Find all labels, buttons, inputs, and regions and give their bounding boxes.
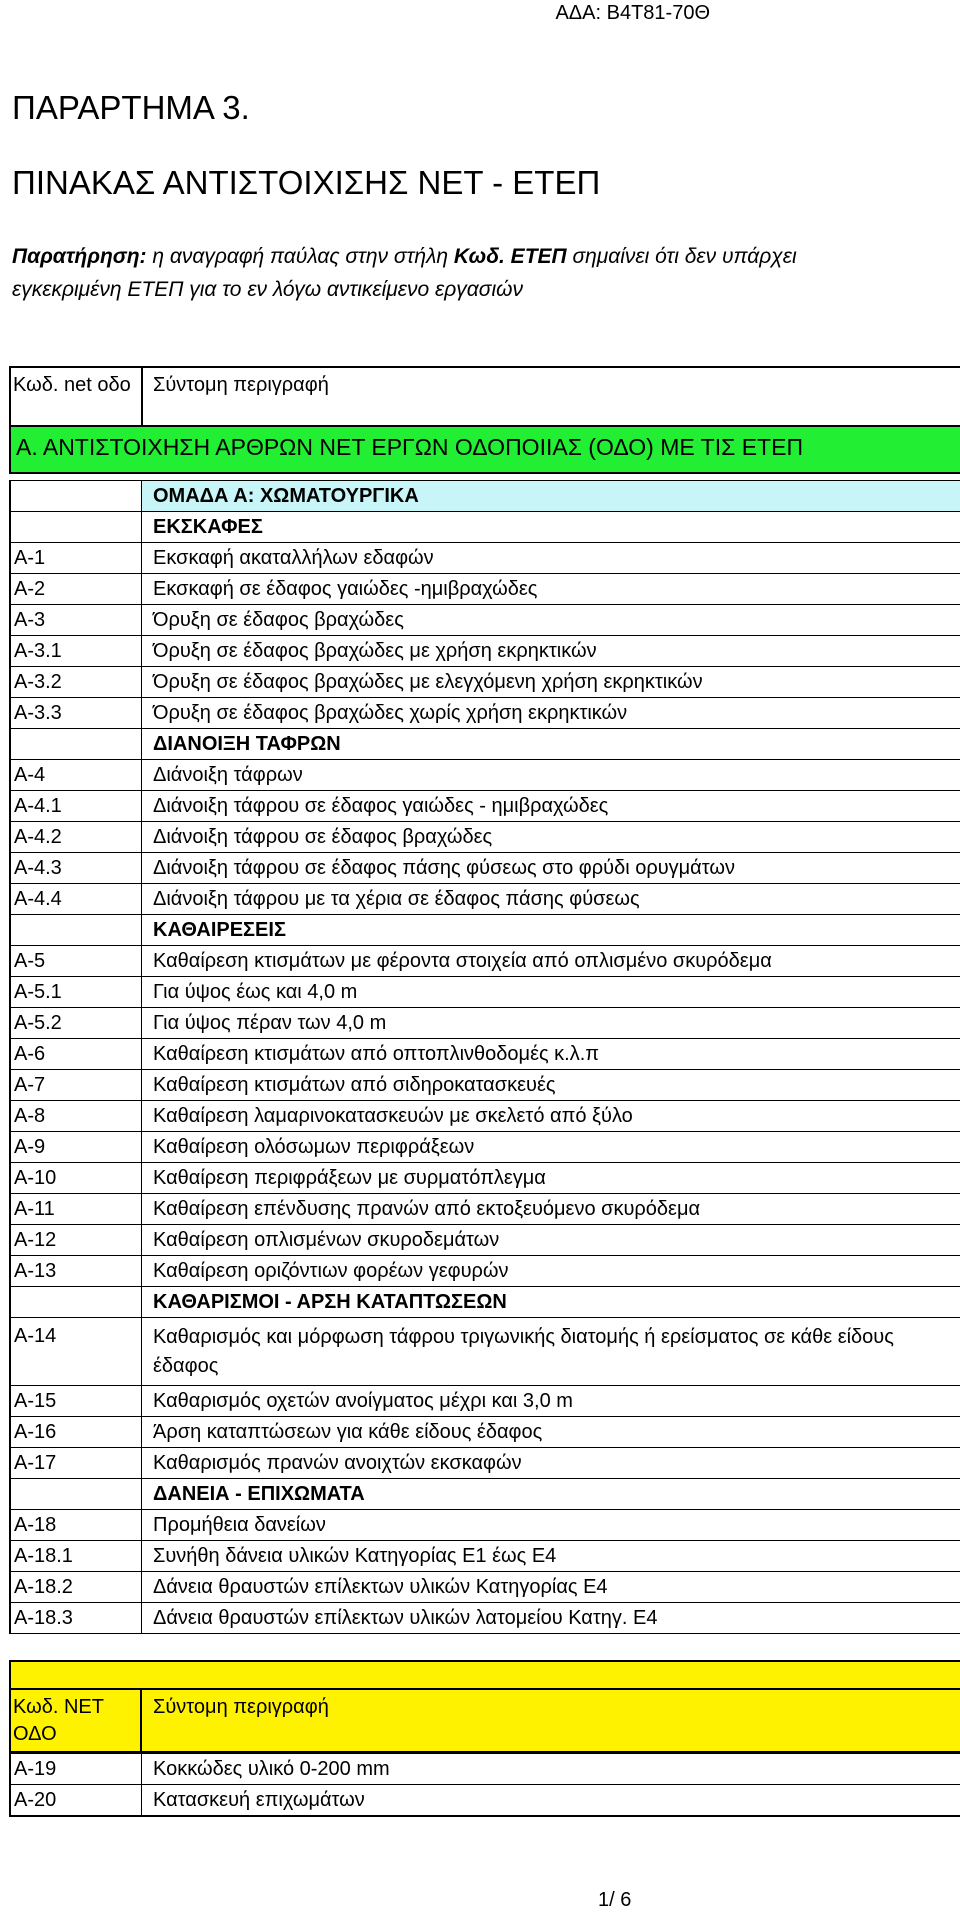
table-row <box>10 791 960 822</box>
item-code: Α-2 <box>10 574 142 605</box>
item-description: Διάνοιξη τάφρου σε έδαφος πάσης φύσεως στο φρύδι ορυγμάτων <box>142 853 960 884</box>
item-code <box>10 915 142 946</box>
ada-code: ΑΔΑ: Β4Τ81-70Θ <box>555 2 710 24</box>
item-description: Καθαίρεση περιφράξεων με συρματόπλεγμα <box>142 1163 960 1194</box>
table-row <box>10 1754 960 1785</box>
page-number: 1/ 6 <box>598 1889 632 1911</box>
table-row <box>10 1572 960 1603</box>
table-row <box>10 481 960 512</box>
table-row <box>10 1510 960 1541</box>
item-code: Α-18.3 <box>10 1603 142 1634</box>
table-row <box>10 1225 960 1256</box>
group-heading: ΔΙΑΝΟΙΞΗ ΤΑΦΡΩΝ <box>142 729 960 760</box>
table-header <box>9 366 960 427</box>
table-row <box>10 1448 960 1479</box>
table-row <box>10 915 960 946</box>
table-row <box>10 1785 960 1817</box>
table-row <box>10 1070 960 1101</box>
item-description: Καθαίρεση κτισμάτων από σιδηροκατασκευές <box>142 1070 960 1101</box>
item-code: Α-4.4 <box>10 884 142 915</box>
table-row <box>10 1386 960 1417</box>
correspondence-table-body <box>10 481 960 1634</box>
remark-note <box>12 240 892 306</box>
item-description: Όρυξη σε έδαφος βραχώδες <box>142 605 960 636</box>
item-description: Προμήθεια δανείων <box>142 1510 960 1541</box>
table-title: ΠΙΝΑΚΑΣ ΑΝΤΙΣΤΟΙΧΙΣΗΣ ΝΕΤ - ΕΤΕΠ <box>12 164 601 201</box>
item-description: Διάνοιξη τάφρου με τα χέρια σε έδαφος πάσης φύσεως <box>142 884 960 915</box>
item-code: Α-1 <box>10 543 142 574</box>
group-heading: ΔΑΝΕΙΑ - ΕΠΙΧΩΜΑΤΑ <box>142 1479 960 1510</box>
group-heading: ΕΚΣΚΑΦΕΣ <box>142 512 960 543</box>
table-row <box>10 574 960 605</box>
header-divider-repeat <box>140 1690 142 1751</box>
remark-bold-term: Κωδ. ΕΤΕΠ <box>453 245 567 268</box>
table-row <box>10 636 960 667</box>
item-description: Καθαίρεση ολόσωμων περιφράξεων <box>142 1132 960 1163</box>
table-row <box>10 605 960 636</box>
group-heading: ΚΑΘΑΡΙΣΜΟΙ - ΑΡΣΗ ΚΑΤΑΠΤΩΣΕΩΝ <box>142 1287 960 1318</box>
table-row <box>10 1417 960 1448</box>
item-code <box>10 512 142 543</box>
item-code: Α-5 <box>10 946 142 977</box>
item-code: Α-17 <box>10 1448 142 1479</box>
item-description: Όρυξη σε έδαφος βραχώδες με χρήση εκρηκτικών <box>142 636 960 667</box>
table-row <box>10 698 960 729</box>
item-code: Α-9 <box>10 1132 142 1163</box>
item-description: Καθαίρεση κτισμάτων με φέροντα στοιχεία από οπλισμένο σκυρόδεμα <box>142 946 960 977</box>
table-row <box>10 1101 960 1132</box>
item-code: Α-16 <box>10 1417 142 1448</box>
table-row <box>10 512 960 543</box>
item-code: Α-18.1 <box>10 1541 142 1572</box>
item-description: Κατασκευή επιχωμάτων <box>142 1785 960 1817</box>
item-description: Καθαίρεση επένδυσης πρανών από εκτοξευόμενο σκυρόδεμα <box>142 1194 960 1225</box>
item-code: Α-10 <box>10 1163 142 1194</box>
item-code: Α-8 <box>10 1101 142 1132</box>
item-description: Καθαίρεση λαμαρινοκατασκευών με σκελετό από ξύλο <box>142 1101 960 1132</box>
remark-text-1: η αναγραφή παύλας στην στήλη <box>146 245 454 268</box>
item-code: Α-5.2 <box>10 1008 142 1039</box>
item-code: Α-18 <box>10 1510 142 1541</box>
item-code: Α-3.3 <box>10 698 142 729</box>
item-code: Α-15 <box>10 1386 142 1417</box>
item-description: Καθαίρεση οπλισμένων σκυροδεμάτων <box>142 1225 960 1256</box>
table-row <box>10 729 960 760</box>
item-code: Α-4.1 <box>10 791 142 822</box>
item-description: Καθαίρεση οριζόντιων φορέων γεφυρών <box>142 1256 960 1287</box>
table-header-repeat <box>9 1690 960 1753</box>
item-description: Καθαίρεση κτισμάτων από οπτοπλινθοδομές κ.λ.π <box>142 1039 960 1070</box>
highlight-bar <box>9 1660 960 1690</box>
item-code: Α-4 <box>10 760 142 791</box>
table-row <box>10 884 960 915</box>
table-row <box>10 1039 960 1070</box>
item-description: Διάνοιξη τάφρου σε έδαφος γαιώδες - ημιβραχώδες <box>142 791 960 822</box>
item-description: Δάνεια θραυστών επίλεκτων υλικών λατομείου Κατηγ. Ε4 <box>142 1603 960 1634</box>
continuation-table <box>9 1753 960 1817</box>
table-row <box>10 822 960 853</box>
item-code: Α-3.1 <box>10 636 142 667</box>
item-description: Για ύψος πέραν των 4,0 m <box>142 1008 960 1039</box>
item-code: Α-12 <box>10 1225 142 1256</box>
table-row <box>10 946 960 977</box>
table-row <box>10 1479 960 1510</box>
header-code-column: Κωδ. net οδο <box>13 374 131 396</box>
item-description: Άρση καταπτώσεων για κάθε είδους έδαφος <box>142 1417 960 1448</box>
item-code: Α-4.2 <box>10 822 142 853</box>
table-row <box>10 1163 960 1194</box>
header-divider <box>141 368 143 425</box>
item-description: Δάνεια θραυστών επίλεκτων υλικών Κατηγορίας Ε4 <box>142 1572 960 1603</box>
item-code: Α-5.1 <box>10 977 142 1008</box>
item-code: Α-11 <box>10 1194 142 1225</box>
group-heading: ΟΜΑΔΑ Α: ΧΩΜΑΤΟΥΡΓΙΚΑ <box>142 481 960 512</box>
continuation-table-body <box>10 1754 960 1817</box>
item-code: Α-14 <box>10 1318 142 1386</box>
item-description: Συνήθη δάνεια υλικών Κατηγορίας Ε1 έως Ε4 <box>142 1541 960 1572</box>
correspondence-table <box>9 480 960 1634</box>
item-code: Α-18.2 <box>10 1572 142 1603</box>
item-code: Α-3.2 <box>10 667 142 698</box>
item-code <box>10 1479 142 1510</box>
header-code-column-repeat: Κωδ. ΝΕΤ ΟΔΟ <box>13 1696 104 1745</box>
item-description: Εκσκαφή σε έδαφος γαιώδες -ημιβραχώδες <box>142 574 960 605</box>
table-row <box>10 1256 960 1287</box>
item-code <box>10 729 142 760</box>
item-code <box>10 481 142 512</box>
annex-title: ΠΑΡΑΡΤΗΜΑ 3. <box>12 89 250 126</box>
table-row <box>10 1318 960 1386</box>
table-row <box>10 543 960 574</box>
item-code: Α-4.3 <box>10 853 142 884</box>
item-code: Α-7 <box>10 1070 142 1101</box>
item-description: Διάνοιξη τάφρου σε έδαφος βραχώδες <box>142 822 960 853</box>
header-description-column: Σύντομη περιγραφή <box>153 374 329 396</box>
remark-text-2: σημαίνει ότι δεν υπάρχει εγκεκριμένη ΕΤΕΠ για το εν λόγω αντικείμενο εργασιών <box>12 245 797 301</box>
item-description: Κοκκώδες υλικό 0-200 mm <box>142 1754 960 1785</box>
table-row <box>10 1194 960 1225</box>
item-description: Διάνοιξη τάφρων <box>142 760 960 791</box>
group-heading: ΚΑΘΑΙΡΕΣΕΙΣ <box>142 915 960 946</box>
item-description: Καθαρισμός και μόρφωση τάφρου τριγωνικής διατομής ή ερείσματος σε κάθε είδους έδαφος <box>142 1318 960 1386</box>
item-code <box>10 1287 142 1318</box>
item-description: Καθαρισμός πρανών ανοιχτών εκσκαφών <box>142 1448 960 1479</box>
item-description: Καθαρισμός οχετών ανοίγματος μέχρι και 3,0 m <box>142 1386 960 1417</box>
table-row <box>10 977 960 1008</box>
item-description: Όρυξη σε έδαφος βραχώδες με ελεγχόμενη χρήση εκρηκτικών <box>142 667 960 698</box>
table-row <box>10 1008 960 1039</box>
header-description-column-repeat: Σύντομη περιγραφή <box>153 1696 329 1718</box>
table-row <box>10 1287 960 1318</box>
section-a-banner: Α. ΑΝΤΙΣΤΟΙΧΗΣΗ ΑΡΘΡΩΝ ΝΕΤ ΕΡΓΩΝ ΟΔΟΠΟΙΙΑΣ (ΟΔΟ) ΜΕ ΤΙΣ ΕΤΕΠ <box>9 427 960 474</box>
table-row <box>10 853 960 884</box>
item-code: Α-6 <box>10 1039 142 1070</box>
item-description: Όρυξη σε έδαφος βραχώδες χωρίς χρήση εκρηκτικών <box>142 698 960 729</box>
item-code: Α-19 <box>10 1754 142 1785</box>
item-description: Για ύψος έως και 4,0 m <box>142 977 960 1008</box>
table-row <box>10 1603 960 1634</box>
table-row <box>10 1541 960 1572</box>
item-code: Α-3 <box>10 605 142 636</box>
remark-label: Παρατήρηση: <box>12 245 147 268</box>
item-code: Α-20 <box>10 1785 142 1817</box>
table-row <box>10 1132 960 1163</box>
table-row <box>10 667 960 698</box>
item-code: Α-13 <box>10 1256 142 1287</box>
table-row <box>10 760 960 791</box>
item-description: Εκσκαφή ακαταλλήλων εδαφών <box>142 543 960 574</box>
